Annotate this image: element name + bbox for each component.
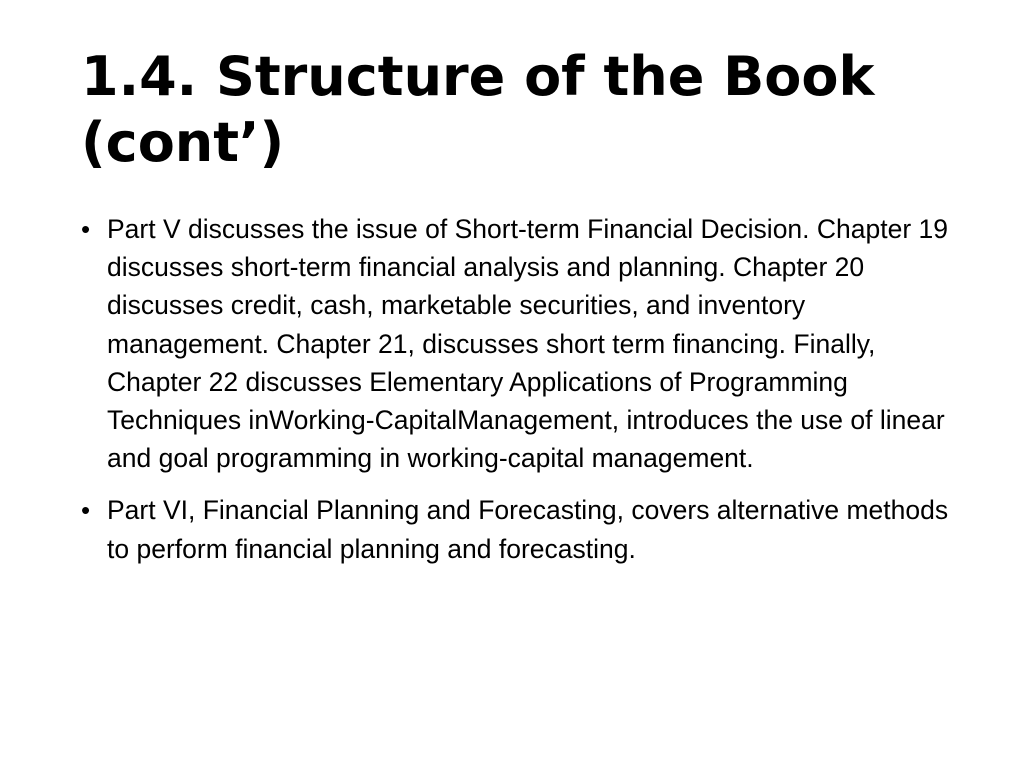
bullet-icon: • xyxy=(81,214,91,244)
bullet-text: Part V discusses the issue of Short-term Financial Decision. Chapter 19 discusses short-term financial analysis and planning. Chapter 20 discusses credit, cash, marketable securities, and inventory management. Chapter 21, discusses short term financing. Finally, Chapter 22 discusses Elementary Applications of Programming Techniques inWorking-CapitalManagement, introduces the use of linear and goal programming in working-capital management. xyxy=(107,214,949,474)
bullet-icon: • xyxy=(81,495,91,526)
bullet-item-part-v xyxy=(81,210,951,477)
slide-title: 1.4. Structure of the Book (cont’) xyxy=(81,45,875,174)
bullet-item-part-vi xyxy=(81,491,951,567)
bullet-list xyxy=(81,210,951,582)
bullet-text: Part VI, Financial Planning and Forecasting, covers alternative methods to perform financial planning and forecasting. xyxy=(107,495,949,564)
